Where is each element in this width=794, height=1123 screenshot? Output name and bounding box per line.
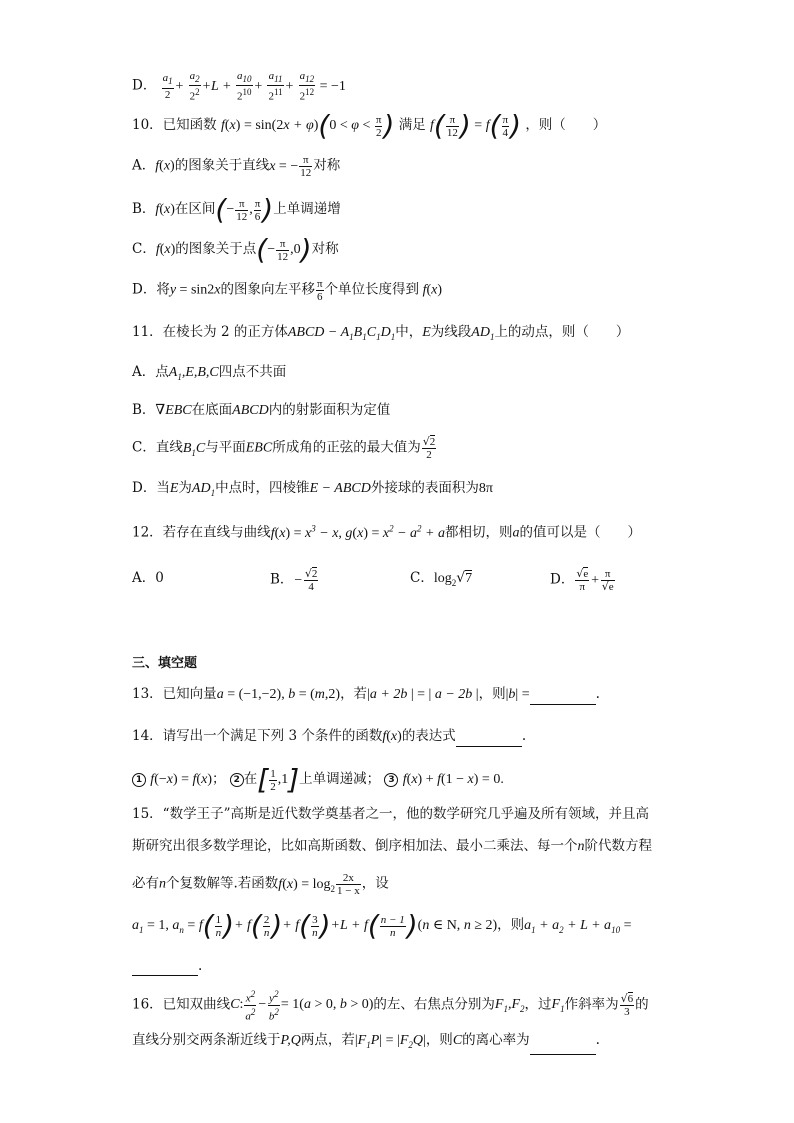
option-label: A． bbox=[132, 157, 156, 174]
line-b1c: $B_1C$ bbox=[182, 440, 206, 458]
option-text: 在区间 bbox=[174, 201, 216, 218]
points: $A_1,E,B,C$ bbox=[168, 365, 219, 382]
stem-text: . bbox=[521, 728, 527, 744]
stem-text: 为线段 bbox=[430, 324, 472, 340]
section-title: 三、填空题 bbox=[132, 656, 198, 671]
stem-text: 16．已知双曲线 bbox=[132, 996, 231, 1013]
sum: $a_1 + a_2 + L + a_{10}$ = bbox=[524, 918, 632, 936]
stem-text: 14．请写出一个满足下列 3 个条件的函数 bbox=[132, 728, 383, 744]
stem-text: 的表达式 bbox=[401, 728, 456, 744]
stem-text: ，设 bbox=[361, 875, 389, 892]
condition-3: f(x) + f(1 − x) = 0. bbox=[402, 772, 504, 788]
option-text: 四点不共面 bbox=[218, 364, 287, 380]
stem-text: 两点，若 bbox=[300, 1032, 355, 1048]
option-text: 对称 bbox=[313, 157, 341, 174]
stem-text: 13．已知向量 bbox=[132, 686, 217, 702]
area: 8π bbox=[478, 481, 493, 496]
q12-stem bbox=[132, 518, 641, 544]
option-label: C． bbox=[132, 241, 156, 258]
q15-line1: 15．“数学王子”高斯是近代数学奠基者之一，他的数学研究几乎遍及所有领域，并且高 bbox=[132, 806, 649, 822]
fx: f(x) bbox=[155, 158, 175, 174]
q16-line1: 16．已知双曲线C: $\frac{x^2}{a^2}$ − $\frac{y^2}{b^2}$ = 1(a > 0, b > 0)的左、右焦点分别为$F_1,F_2$，过$F_1$作斜率为 $\frac{√6}{3}$ 的 bbox=[132, 989, 649, 1023]
condition-text: 上单调递减； bbox=[299, 771, 381, 788]
stem-text: . bbox=[595, 686, 600, 702]
q15-line5: . bbox=[132, 956, 202, 976]
option-label: C． bbox=[410, 570, 434, 586]
q10-option-a bbox=[132, 154, 340, 179]
option-label: B． bbox=[270, 571, 294, 588]
option-label: A．点 bbox=[132, 364, 169, 380]
stem-text: ，则 bbox=[497, 917, 525, 934]
stem-text: 的左、右焦点分别为 bbox=[373, 996, 495, 1013]
stem-text: 都相切，则 bbox=[445, 524, 513, 541]
option-label: D． bbox=[132, 77, 157, 94]
option-text: 个单位长度得到 bbox=[324, 281, 420, 298]
condition-3-icon: 3 bbox=[384, 773, 398, 787]
option-label: C．直线 bbox=[132, 439, 183, 456]
point: (− $\frac{\pi}{12}$ ,0) bbox=[256, 233, 312, 266]
function-def: f(x) = sin(2x + φ)(0 < φ < $\frac{\pi}{2}$ ) bbox=[220, 109, 395, 142]
sum-expression: $\frac{a_1}{2}$ + $\frac{a_2}{2^2}$ +L + $\frac{a_{10}}{2^{10}}$ + $\frac{a_{11}}{2^{11}}$ + $\frac{a_{12}}{2^{12}}$ = −1 bbox=[162, 70, 346, 103]
stem-text: ，则 bbox=[425, 1032, 453, 1048]
stem-text: 直线分别交两条渐近线于 bbox=[132, 1032, 281, 1048]
option-text: 中点时，四棱锥 bbox=[215, 480, 310, 496]
stem-text: 满足 bbox=[398, 117, 426, 134]
q11-option-a bbox=[132, 362, 286, 387]
var-n: n bbox=[577, 839, 585, 854]
q11-option-b bbox=[132, 400, 390, 421]
q14 bbox=[132, 726, 526, 747]
condition: f( $\frac{\pi}{12}$ ) = f( $\frac{\pi}{4}$ ) bbox=[430, 109, 522, 142]
var-c: C bbox=[452, 1033, 463, 1048]
option-text: 内的射影面积为定值 bbox=[268, 402, 391, 418]
option-text: 与平面 bbox=[205, 439, 246, 456]
norm-b: |b| = bbox=[505, 687, 530, 702]
points: P,Q bbox=[280, 1033, 301, 1048]
cube-name: ABCD − $A_1B_1C_1D_1$ bbox=[287, 325, 396, 342]
separator: ； bbox=[211, 771, 226, 788]
stem-text: 的值可以是（ ） bbox=[519, 524, 641, 541]
stem-text: ，过 bbox=[524, 996, 552, 1013]
option-text: 上单调递增 bbox=[273, 201, 341, 218]
q15-line3 bbox=[132, 872, 389, 899]
point-e: E bbox=[169, 481, 179, 496]
q12-option-a: A．0 bbox=[132, 570, 164, 586]
q9-option-d bbox=[132, 70, 346, 103]
q14-conditions bbox=[132, 763, 504, 796]
option-text: 在底面 bbox=[191, 402, 233, 418]
stem-text: 12．若存在直线与曲线 bbox=[132, 524, 271, 541]
plane: EBC bbox=[245, 440, 273, 456]
value: $\frac{√2}{2}$ bbox=[422, 435, 436, 461]
option-label: D．当 bbox=[132, 480, 170, 496]
stem-text: ，若 bbox=[340, 686, 368, 702]
stem-text: 斯研究出很多数学理论，比如高斯函数、倒序相加法、最小二乘法、每一个 bbox=[132, 838, 578, 854]
option-text: 的图象关于点 bbox=[175, 241, 257, 258]
condition: $|F_1P| = |F_2Q|$ bbox=[354, 1033, 426, 1050]
q11-option-d bbox=[132, 478, 493, 503]
answer-blank[interactable] bbox=[132, 961, 198, 976]
sin-func: y = sin2x bbox=[169, 282, 221, 298]
stem-text: 11．在棱长为 2 的正方体 bbox=[132, 324, 288, 340]
q16-line2 bbox=[132, 1030, 600, 1055]
option-text: 的图象关于直线 bbox=[174, 157, 270, 174]
q15-line2 bbox=[132, 836, 652, 857]
stem-text: 必有 bbox=[132, 875, 159, 892]
line-eq: x = − $\frac{\pi}{12}$ bbox=[269, 154, 312, 179]
foci: $F_1,F_2$ bbox=[494, 997, 525, 1015]
q11-option-c bbox=[132, 436, 437, 463]
condition-1: f(−x) = f(x) bbox=[150, 772, 212, 788]
stem-text: 中， bbox=[395, 324, 423, 340]
option-label: B． bbox=[132, 201, 156, 218]
fx: f(x) bbox=[155, 242, 176, 258]
answer-blank[interactable] bbox=[530, 690, 596, 705]
stem-text: 的离心率为 bbox=[462, 1032, 530, 1048]
option-text: 外接球的表面积为 bbox=[370, 480, 479, 496]
log-func: $f(x) = \log_2$ $\frac{2x}{1 - x}$ bbox=[278, 872, 360, 897]
fx: f(x) bbox=[419, 282, 443, 298]
stem-text: 个复数解等.若函数 bbox=[166, 875, 279, 892]
fx: f(x) bbox=[382, 729, 402, 744]
option-text: 的图象向左平移 bbox=[220, 281, 315, 298]
option-text: 对称 bbox=[311, 241, 339, 258]
q15-line4 bbox=[132, 909, 632, 942]
answer-blank[interactable] bbox=[530, 1040, 596, 1055]
stem-text: ，则 bbox=[478, 686, 506, 702]
fx: f(x) bbox=[155, 202, 175, 218]
q13 bbox=[132, 684, 600, 705]
q11-stem bbox=[132, 322, 629, 347]
slope: $\frac{√6}{3}$ bbox=[620, 991, 634, 1018]
condition-1-icon: 1 bbox=[132, 773, 146, 787]
option-label: D．将 bbox=[132, 281, 170, 298]
q10-option-c bbox=[132, 233, 339, 266]
curves: $f(x) = x^3 - x$, $g(x) = x^2 - a^2 + a$ bbox=[270, 523, 445, 541]
option-text: 所成角的正弦的最大值为 bbox=[272, 439, 421, 456]
shift: $\frac{\pi}{6}$ bbox=[317, 278, 323, 303]
q10-option-d bbox=[132, 278, 442, 303]
condition-2-icon: 2 bbox=[230, 773, 244, 787]
base: ABCD bbox=[232, 403, 269, 418]
q12-option-c: C．$\log_2√7$ bbox=[410, 570, 473, 588]
var-a: a bbox=[512, 525, 520, 541]
stem-text: . bbox=[595, 1032, 600, 1048]
sequence-def: $a_1 = 1$, $a_n = f$( $\frac{1}{n}$ )+ f( $\frac{2}{n}$ )+ f( $\frac{3}{n}$ )+L + f( $\frac{n - 1}{n}$ )(n ∈ N, n ≥ 2) bbox=[132, 909, 498, 942]
segment: $AD_1$ bbox=[191, 481, 216, 498]
triangle: ∇EBC bbox=[155, 403, 192, 418]
point-e: E bbox=[422, 325, 431, 340]
hyperbola: C: $\frac{x^2}{a^2}$ − $\frac{y^2}{b^2}$ = 1(a > 0, b > 0) bbox=[230, 989, 374, 1023]
condition-text: 在 bbox=[243, 771, 258, 788]
vectors: a = (−1,−2), b = (m,2) bbox=[216, 687, 341, 702]
condition: |a + 2b | = | a − 2b | bbox=[367, 687, 479, 702]
q10-option-b bbox=[132, 193, 341, 226]
q12-option-d: D． $\frac{√e}{\pi}$ + $\frac{\pi}{√e}$ bbox=[550, 567, 614, 593]
option-label: D． bbox=[550, 571, 575, 588]
option-label: B． bbox=[132, 402, 156, 418]
condition-2-interval: [ $\frac{1}{2}$ ,1] bbox=[257, 763, 300, 796]
stem-text: 作斜率为 bbox=[564, 996, 619, 1013]
stem-text: 阶代数方程 bbox=[584, 838, 652, 854]
q10-stem bbox=[132, 109, 607, 142]
q12-option-b: B．− $\frac{√2}{4}$ bbox=[270, 567, 318, 593]
answer-blank[interactable] bbox=[456, 732, 522, 747]
var-n: n bbox=[159, 876, 166, 892]
stem-text: 上的动点，则（ ） bbox=[494, 324, 630, 340]
focus-1: $F_1$ bbox=[551, 997, 565, 1015]
segment: $AD_1$ bbox=[471, 325, 495, 342]
pyramid: E − ABCD bbox=[309, 481, 371, 496]
interval: (− $\frac{\pi}{12}$ , $\frac{\pi}{6}$ ) bbox=[215, 193, 274, 226]
stem-text: ，则（ ） bbox=[525, 117, 607, 134]
option-text: 为 bbox=[178, 480, 192, 496]
stem-text: 10．已知函数 bbox=[132, 117, 217, 134]
